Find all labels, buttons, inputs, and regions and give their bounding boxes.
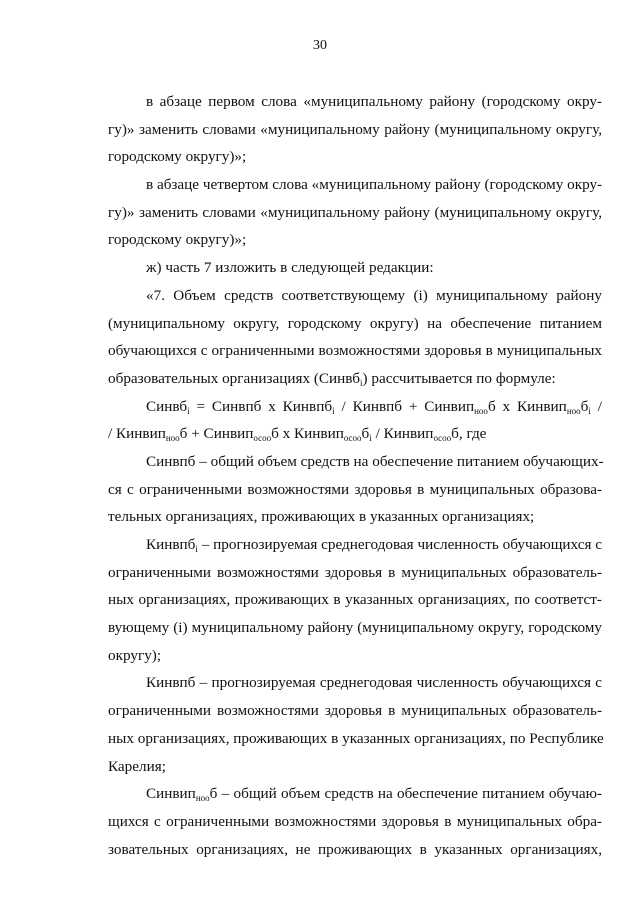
text-run: ) рассчитывается по формуле: (362, 369, 556, 387)
text-line (108, 365, 602, 393)
text-line (108, 393, 602, 421)
text-line (108, 337, 602, 365)
text-run: ограниченными возможностями здоровья в муниципальных образователь- (108, 702, 602, 720)
page-number: 30 (313, 38, 327, 53)
text-run: ся с ограниченными возможностями здоровья в муниципальных образова- (108, 480, 602, 498)
text-line (108, 697, 602, 725)
text-run: б, где (451, 425, 487, 443)
text-line (108, 531, 602, 559)
text-run: зовательных организациях, не проживающих в указанных организациях, (108, 840, 602, 858)
text-run: – прогнозируемая среднегодовая численность обучающихся с (197, 536, 602, 553)
subscript: осоо (253, 433, 272, 444)
subscript: i (187, 405, 190, 416)
text-run: ограниченными возможностями здоровья в муниципальных образователь- (108, 563, 602, 581)
subscript: i (360, 377, 363, 388)
text-line (108, 614, 602, 642)
text-run: Синвб (146, 397, 188, 415)
text-run: б (580, 397, 589, 415)
text-line (108, 836, 602, 864)
subscript: ноо (165, 433, 180, 444)
text-line (108, 88, 602, 116)
text-line (108, 669, 602, 697)
text-line (108, 808, 602, 836)
text-line (108, 116, 602, 144)
subscript: i (369, 433, 372, 444)
text-line (108, 199, 602, 227)
text-line (108, 143, 602, 171)
text-run: б (361, 425, 370, 443)
text-line (108, 559, 602, 587)
subscript: осоо (343, 433, 362, 444)
text-run: городскому округу)»; (108, 231, 247, 249)
text-run: Синвпб – общий объем средств на обеспечение питанием обучающих- (146, 452, 604, 470)
text-run: = Синвпб х Кинвпб (189, 397, 333, 415)
text-line (108, 586, 602, 614)
text-line (108, 503, 602, 531)
text-run: вующему (i) муниципальному району (муниципальному округу, городскому (108, 619, 602, 637)
subscript: i (588, 405, 591, 416)
text-run: образовательных организациях (Синвб (108, 369, 361, 387)
text-run: Синвип (146, 785, 196, 803)
text-line (108, 420, 602, 448)
subscript: ноо (195, 793, 210, 804)
text-run: б – общий объем средств на обеспечение питанием обучаю- (209, 785, 602, 803)
text-run: «7. Объем средств соответствующему (i) муниципальному району (146, 286, 602, 304)
text-line (108, 254, 602, 282)
text-line (108, 282, 602, 310)
text-line (108, 171, 602, 199)
subscript: ноо (474, 405, 488, 416)
text-run: / Кинвип (108, 425, 166, 443)
text-run: (муниципальному округу, городскому округу) на обеспечение питанием (108, 314, 602, 332)
text-run: Кинвпб – прогнозируемая среднегодовая численность обучающихся с (146, 674, 602, 692)
text-line (108, 642, 602, 670)
text-run: б + Синвип (179, 425, 254, 443)
text-run: б х Кинвип (487, 397, 567, 415)
text-line (108, 448, 602, 476)
text-run: / Кинвпб + Синвип (334, 397, 475, 415)
text-run: в абзаце четвертом слова «муниципальному району (городскому окру- (146, 176, 603, 194)
text-line (108, 226, 602, 254)
text-line (108, 780, 602, 808)
document-body (108, 88, 602, 863)
text-run: гу)» заменить словами «муниципальному району (муниципальному округу, (108, 203, 602, 221)
text-line (108, 310, 602, 338)
subscript: ноо (566, 405, 581, 416)
text-line (108, 753, 602, 781)
text-run: ж) часть 7 изложить в следующей редакции: (146, 259, 434, 277)
subscript: i (332, 405, 335, 416)
text-run: / Кинвип (371, 425, 434, 443)
text-run: гу)» заменить словами «муниципальному району (муниципальному округу, (108, 120, 602, 138)
text-run: округу); (108, 646, 162, 664)
text-line (108, 476, 602, 504)
text-run: / (590, 397, 602, 415)
text-run: тельных организациях, проживающих в указанных организациях; (108, 508, 535, 526)
text-run: ных организациях, проживающих в указанных организациях, по Республике (108, 729, 604, 747)
text-run: в абзаце первом слова «муниципальному району (городскому окру- (146, 93, 602, 110)
text-run: ных организациях, проживающих в указанных организациях, по соответст- (108, 591, 602, 609)
text-run: Карелия; (108, 757, 166, 775)
subscript: осоо (433, 433, 452, 444)
text-run: Кинвпб (146, 536, 196, 553)
text-run: щихся с ограниченными возможностями здоровья в муниципальных обра- (108, 812, 602, 830)
text-run: городскому округу)»; (108, 148, 247, 166)
text-run: обучающихся с ограниченными возможностями здоровья в муниципальных (108, 342, 602, 360)
text-line (108, 725, 602, 753)
subscript: i (195, 544, 198, 554)
text-run: б х Кинвип (271, 425, 344, 443)
